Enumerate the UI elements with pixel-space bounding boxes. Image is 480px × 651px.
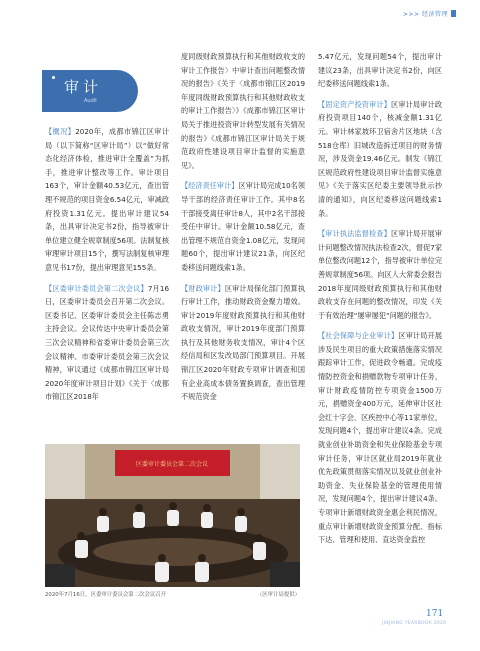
paragraph-text: 区审计局审计政府投资项目140个，核减金额1.31亿元。审计林家坡环卫宿舍片区地块（含518仓库）旧城改造拆迁项目的财务情况，涉及资金19.46亿元。制发《锦江区规范政府性建设项目审计监督实施意见》《关于落实区纪委主要领导批示抄清的通知》，向区纪委移送问题线索1条。	[318, 99, 442, 218]
page-header	[0, 0, 480, 26]
paragraph	[318, 98, 442, 220]
paragraph-heading: 【审计执法监督检查】	[318, 229, 392, 239]
paragraph-text: 2020年，成都市锦江区审计局（以下简称“区审计局”）以“做好常态化经济体检，推进审计全覆盖”为抓手，推进审计整改等工作。审计项目163个，审计金额40.53亿元，查出管理不规范的项目资金6.54亿元，审减政府投资1.31亿元。提出审计建议54条，出具审计决定书2份，指导被审计单位建立健全规章制度56项。法制复核审理审计项目15个，撰写法制复核审理意见书17份，提出审理意见155条。	[45, 127, 169, 272]
paragraph	[181, 50, 305, 172]
text-column-3	[318, 50, 442, 547]
meeting-photo	[45, 444, 300, 587]
paragraph	[318, 227, 442, 322]
paragraph-heading: 【经济责任审计】	[181, 181, 239, 191]
paragraph	[318, 329, 442, 547]
badge-dot-icon	[52, 76, 55, 79]
svg-text:区委审计委员会第二次会议: 区委审计委员会第二次会议	[135, 461, 209, 468]
text-column-1	[45, 125, 169, 404]
paragraph-heading: 【固定资产投资审计】	[318, 99, 392, 109]
paragraph	[181, 179, 305, 274]
paragraph-heading: 【社会保障与企业审计】	[318, 331, 399, 341]
text-column-2	[181, 50, 305, 404]
paragraph	[181, 282, 305, 404]
chapter-subtitle: Audit	[84, 98, 98, 104]
yearbook-label: JINJIANG YEARBOOK 2020	[382, 621, 447, 626]
paragraph-heading: 【区委审计委员会第二次会议】	[45, 283, 148, 293]
photo-caption	[45, 590, 300, 598]
caption-text: 2020年7月16日，区委审计委员会第二次会议召开	[45, 592, 167, 598]
section-mark-icon	[451, 10, 456, 17]
paragraph-text: 区审计局完成10名领导干部的经济责任审计工作。其中8名干部接受离任审计8人，其中2名干部接受任中审计。审计金额10.58亿元，查出管理不规范自资金1.08亿元，发现问题60个，提出审计建议21条，向区纪委移送问题线索1条。	[181, 181, 305, 272]
paragraph-heading: 【概况】	[45, 127, 76, 136]
paragraph-text: 区审计局开展涉及民生项目的重大政策措施落实情况跟踪审计工作，促进政令畅通。完成疫情防控资金和捐赠款物专项审计任务，审计财政疫情防控专项资金1500万元，捐赠资金400万元，延伸审计区社会红十字会、区疾控中心等11家单位，发现问题4个，提出审计建议4条。完成就业创业补助资金和失业保险基金专项审计任务，审计区就业局2019年就业优先政策贯彻落实情况以及就业创业补助资金、失业保险基金的管理使用情况，发现问题4个，提出审计建议4条。专项审计新增财政资金惠企利民情况，重点审计新增财政资金预算分配、指标下达、管理和使用、直达资金监控	[318, 331, 442, 545]
paragraph-text: 7月16日，区委审计委员会召开第二次会议。区委书记、区委审计委员会主任陈志勇主持会议。会议传达中央审计委员会第三次会议精神和省委审计委员会第三次会议精神、市委审计委员会第三次会议精神，审议通过《成都市锦江区审计局2020年度审计项目计划》《关于〈成都市锦江区2018年	[45, 283, 169, 402]
paragraph-text: 5.47亿元，发现问题54个，提出审计建议23条，出具审计决定书2份，向区纪委移送问题线索1条。	[318, 52, 442, 89]
paragraph	[318, 50, 442, 91]
paragraph	[45, 282, 169, 404]
section-label: >>> 经济管理	[403, 9, 456, 18]
paragraph-heading: 【财政审计】	[181, 283, 225, 293]
chapter-badge	[42, 70, 138, 112]
paragraph-text: 区审计局开展审计问题整改情况执法检查2次，督促7家单位整改问题12个，指导被审计单位完善规章制度56项。向区人大常委会报告2018年度同级财政预算执行和其他财政收支存在问题的整改情况，印发《关于有效治理“屡审屡犯”问题的报告》。	[318, 229, 442, 320]
chapter-title: 审计	[64, 78, 103, 96]
caption-credit: （区审计局提供）	[256, 592, 300, 598]
paragraph-text: 度同级财政预算执行和其他财政收支的审计工作报告〉中审计查出问题整改情况的报告》《关于〈成都市锦江区2019年度同级财政预算执行和其他财政收支的审计工作报告〉》《成都市锦江区审计局关于推进投资审计转型发展有关情况的报告》《成都市锦江区审计局关于规范政府性建设项目审计监督的实施意见》。	[181, 52, 305, 170]
paragraph	[45, 125, 169, 275]
paragraph-text: 区审计局保化部门预算执行审计工作，推动财政资金聚力增效。审计2019年度财政预算执行和其他财政收支情况，审计2019年度部门预算执行及其他财务收支情况，审计4个区经信局和区发改局部门预算项目。开展锦江区2020年财政专项审计调查和国有企业高成本债务置换调查，查出管理不规范资金	[181, 283, 305, 402]
page-number: 171	[426, 609, 444, 619]
